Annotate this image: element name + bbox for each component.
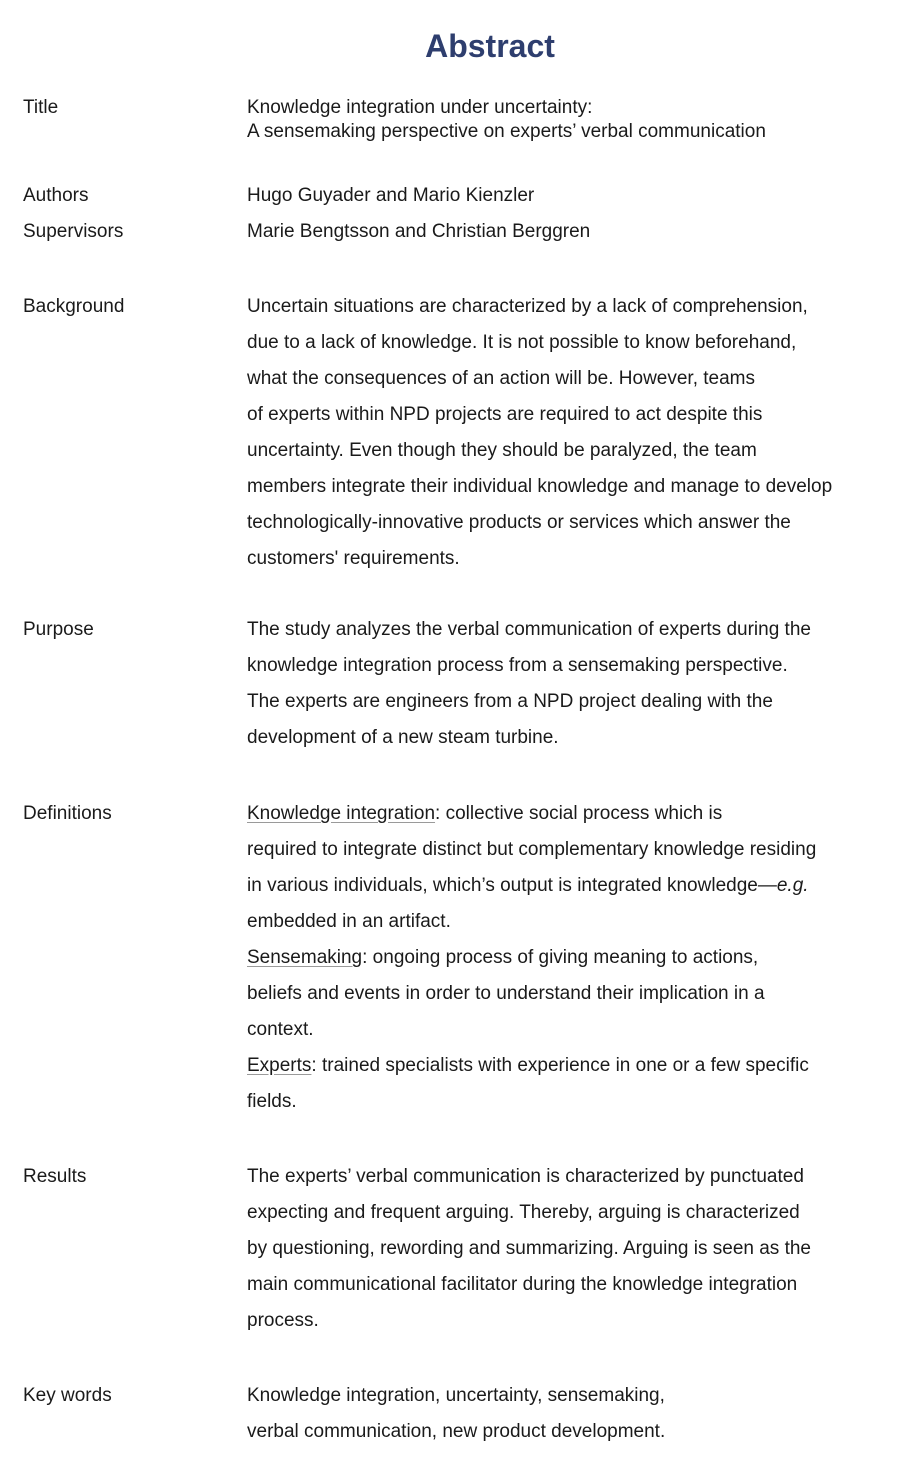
authors-label: Authors: [23, 185, 89, 206]
results-line: by questioning, rewording and summarizing. Arguing is seen as the: [247, 1238, 811, 1259]
definition-line: [247, 940, 816, 976]
results-label: Results: [23, 1166, 87, 1187]
title-line: Knowledge integration under uncertainty:: [247, 97, 593, 118]
page-title: Abstract: [425, 28, 555, 64]
definition-line: beliefs and events in order to understand their implication in a: [247, 983, 765, 1004]
keywords-text: [247, 1378, 665, 1450]
background-line: customers' requirements.: [247, 548, 460, 569]
authors-value: Hugo Guyader and Mario Kienzler: [247, 185, 535, 206]
keywords-label: Key words: [23, 1385, 112, 1406]
title-label: Title: [23, 97, 59, 118]
results-text: [247, 1159, 811, 1339]
definitions-text: [247, 796, 816, 1120]
results-line: process.: [247, 1310, 319, 1331]
background-line: what the consequences of an action will be. However, teams: [247, 368, 756, 389]
definition-text: : ongoing process of giving meaning to actions,: [362, 947, 759, 968]
supervisors-label: Supervisors: [23, 221, 124, 242]
purpose-text: [247, 612, 811, 756]
title-value: [247, 96, 766, 144]
purpose-line: The study analyzes the verbal communication of experts during the: [247, 619, 811, 640]
keywords-line: verbal communication, new product development.: [247, 1421, 666, 1442]
definition-line: [247, 1048, 816, 1084]
background-line: uncertainty. Even though they should be paralyzed, the team: [247, 440, 757, 461]
background-line: of experts within NPD projects are required to act despite this: [247, 404, 763, 425]
purpose-line: The experts are engineers from a NPD project dealing with the: [247, 691, 773, 712]
definition-text: in various individuals, which’s output is integrated knowledge—: [247, 875, 777, 896]
title-line: A sensemaking perspective on experts’ verbal communication: [247, 121, 766, 142]
definition-text: : collective social process which is: [435, 803, 723, 824]
background-line: Uncertain situations are characterized by a lack of comprehension,: [247, 296, 808, 317]
definition-line: [247, 868, 816, 904]
background-line: technologically-innovative products or services which answer the: [247, 512, 791, 533]
background-label: Background: [23, 296, 125, 317]
definition-text: : trained specialists with experience in one or a few specific: [311, 1055, 809, 1076]
purpose-label: Purpose: [23, 619, 94, 640]
definition-line: [247, 796, 816, 832]
results-line: The experts’ verbal communication is characterized by punctuated: [247, 1166, 804, 1187]
definition-line: required to integrate distinct but complementary knowledge residing: [247, 839, 817, 860]
purpose-line: development of a new steam turbine.: [247, 727, 559, 748]
term-sensemaking: Sensemaking: [247, 947, 363, 968]
background-line: due to a lack of knowledge. It is not possible to know beforehand,: [247, 332, 797, 353]
results-line: main communicational facilitator during the knowledge integration: [247, 1274, 798, 1295]
term-experts: Experts: [247, 1055, 312, 1076]
background-text: [247, 289, 832, 577]
definitions-label: Definitions: [23, 803, 112, 824]
background-line: members integrate their individual knowledge and manage to develop: [247, 476, 833, 497]
purpose-line: knowledge integration process from a sensemaking perspective.: [247, 655, 788, 676]
definition-line: context.: [247, 1019, 314, 1040]
definition-line: fields.: [247, 1091, 297, 1112]
definition-italic: e.g.: [776, 875, 809, 896]
term-knowledge-integration: Knowledge integration: [247, 803, 436, 824]
definition-line: embedded in an artifact.: [247, 911, 451, 932]
supervisors-value: Marie Bengtsson and Christian Berggren: [247, 221, 591, 242]
keywords-line: Knowledge integration, uncertainty, sensemaking,: [247, 1385, 665, 1406]
results-line: expecting and frequent arguing. Thereby, arguing is characterized: [247, 1202, 800, 1223]
